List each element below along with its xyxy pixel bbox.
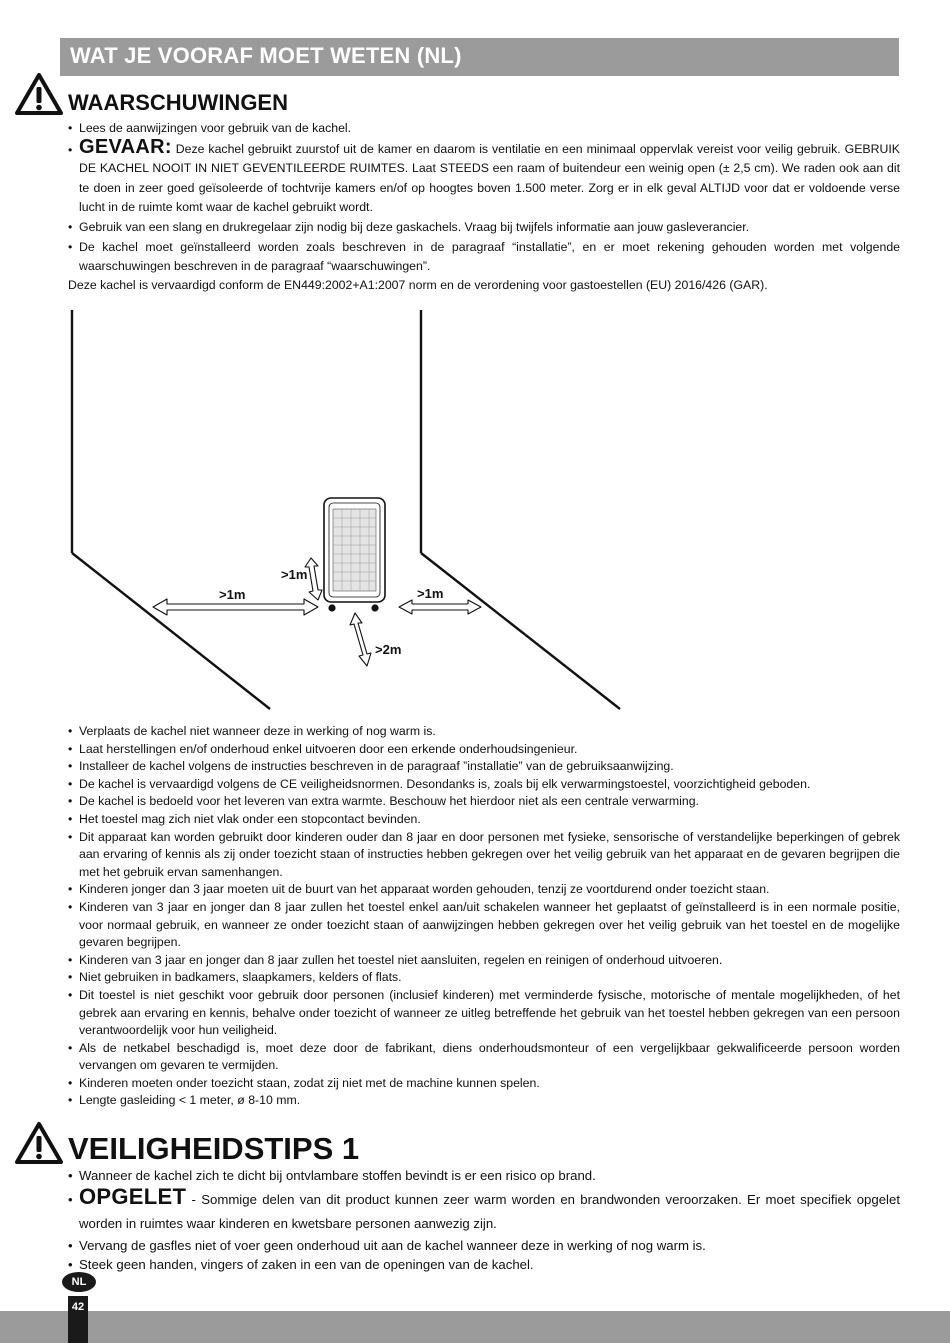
label-right-clearance: >1m bbox=[417, 586, 444, 601]
label-back-clearance: >1m bbox=[281, 567, 308, 582]
page-number: 42 bbox=[71, 1301, 85, 1313]
list-item: • De kachel moet geïnstalleerd worden zoals beschreven in de paragraaf “installatie”, en er moet rekening gehouden worden met volgende waarschuwingen beschreven in de paragraaf “waarschuwingen”. bbox=[68, 238, 900, 276]
list-item: • Lengte gasleiding < 1 meter, ø 8-10 mm. bbox=[68, 1092, 900, 1110]
floor-left-edge bbox=[72, 553, 270, 709]
section-title-safety-tips: VEILIGHEIDSTIPS 1 bbox=[68, 1131, 360, 1166]
list-item: • Kinderen moeten onder toezicht staan, zodat zij niet met de machine kunnen spelen. bbox=[68, 1075, 900, 1093]
heater-icon bbox=[324, 498, 385, 612]
list-item: • Laat herstellingen en/of onderhoud enkel uitvoeren door een erkende onderhoudsingenieur. bbox=[68, 741, 900, 759]
caution-label: OPGELET bbox=[79, 1184, 187, 1209]
list-item: • Vervang de gasfles niet of voer geen onderhoud uit aan de kachel wanneer deze in werking of nog warm is. bbox=[68, 1236, 900, 1255]
conformity-statement: Deze kachel is vervaardigd conform de EN449:2002+A1:2007 norm en de verordening voor gastoestellen (EU) 2016/426 (GAR). bbox=[68, 278, 768, 292]
list-item: • Kinderen jonger dan 3 jaar moeten uit de buurt van het apparaat worden gehouden, tenzij ze voortdurend onder toezicht staan. bbox=[68, 881, 900, 899]
warnings-list bbox=[68, 120, 900, 295]
list-item: • Dit apparaat kan worden gebruikt door kinderen ouder dan 8 jaar en door personen met fysieke, sensorische of verstandelijke beperkingen of gebrek aan ervaring of kennis als zij onder toezicht staan of instructies hebben gekregen over het veilig gebruik van het apparaat en de gevaren begrijpen die met het gebruik ervan samenhangen. bbox=[68, 829, 900, 882]
list-item: • Kinderen van 3 jaar en jonger dan 8 jaar zullen het toestel niet aansluiten, regelen en reinigen of onderhoud uitvoeren. bbox=[68, 952, 900, 970]
list-item: • Kinderen van 3 jaar en jonger dan 8 jaar zullen het toestel enkel aan/uit schakelen wanneer het geplaatst of geïnstalleerd is in een normale positie, voor normaal gebruik, en wanneer ze onder toezicht staan of aanwijzingen hebben gekregen over het veilig gebruik van het toestel en de mogelijke gevaren begrijpen. bbox=[68, 899, 900, 952]
page-number-box bbox=[68, 1296, 88, 1343]
list-item-caution: • OPGELET - Sommige delen van dit product kunnen zeer warm worden en brandwonden veroorzaken. Er moet specifiek opgelet worden in ruimtes waar kinderen en kwetsbare personen aanwezig zijn. bbox=[68, 1185, 900, 1236]
list-item-danger: • GEVAAR: Deze kachel gebruikt zuurstof uit de kamer en daarom is ventilatie en een minimaal oppervlak vereist voor veilig gebruik. GEBRUIK DE KACHEL NOOIT IN NIET GEVENTILEERDE RUIMTES. Laat STEEDS een raam of buitendeur een weinig open (± 2,5 cm). We raden ook aan dit te doen in zeer goed geïsoleerde of tochtvrije kamers en/of op hoogtes boven 1.500 meter. Zorg er in elk geval ALTIJD voor dat er voldoende verse lucht in de ruimte komt waar de kachel gebruikt wordt. bbox=[68, 138, 900, 218]
section-title-warnings: WAARSCHUWINGEN bbox=[68, 90, 288, 115]
list-item: • Verplaats de kachel niet wanneer deze in werking of nog warm is. bbox=[68, 723, 900, 741]
list-item: • De kachel is bedoeld voor het leveren van extra warmte. Beschouw het hierdoor niet als een centrale verwarming. bbox=[68, 793, 900, 811]
section-header-bar bbox=[60, 38, 899, 76]
list-item: • Installeer de kachel volgens de instructies beschreven in de paragraaf ”installatie” van de gebruiksaanwijzing. bbox=[68, 758, 900, 776]
arrow-back-clearance bbox=[305, 558, 322, 600]
list-item: • Steek geen handen, vingers of zaken in een van de openingen van de kachel. bbox=[68, 1255, 900, 1274]
warning-triangle-icon bbox=[14, 72, 64, 116]
list-item: • Als de netkabel beschadigd is, moet deze door de fabrikant, diens onderhoudsmonteur of een vergelijkbaar gekwalificeerde persoon worden vervangen om gevaren te vermijden. bbox=[68, 1040, 900, 1075]
list-item: • Niet gebruiken in badkamers, slaapkamers, kelders of flats. bbox=[68, 969, 900, 987]
list-item: • Wanneer de kachel zich te dicht bij ontvlambare stoffen bevindt is er een risico op brand. bbox=[68, 1166, 900, 1185]
footer-bar bbox=[0, 1311, 950, 1343]
list-item: • Dit toestel is niet geschikt voor gebruik door personen (inclusief kinderen) met verminderde fysische, motorische of mentale mogelijkheden, of het gebrek aan ervaring en kennis, behalve onder toezicht of wanneer ze uitleg betreffende het gebruik van het toestel hebben gekregen van een persoon verantwoordelijk voor hun veiligheid. bbox=[68, 987, 900, 1040]
list-item: • Het toestel mag zich niet vlak onder een stopcontact bevinden. bbox=[68, 811, 900, 829]
instructions-list bbox=[68, 723, 900, 1110]
page-title: WAT JE VOORAF MOET WETEN (NL) bbox=[70, 43, 462, 68]
warning-triangle-icon bbox=[14, 1121, 64, 1165]
list-item: • Gebruik van een slang en drukregelaar zijn nodig bij deze gaskachels. Vraag bij twijfels informatie aan jouw gasleverancier. bbox=[68, 219, 900, 237]
arrow-front-clearance bbox=[350, 613, 371, 666]
list-item: • Lees de aanwijzingen voor gebruik van de kachel. bbox=[68, 120, 900, 138]
language-badge: NL bbox=[62, 1272, 96, 1292]
arrow-right-clearance bbox=[399, 600, 481, 614]
label-front-clearance: >2m bbox=[375, 642, 402, 657]
danger-label: GEVAAR: bbox=[79, 135, 172, 158]
list-item: • De kachel is vervaardigd volgens de CE veiligheidsnormen. Desondanks is, zoals bij elk verwarmingstoestel, voorzichtigheid geboden. bbox=[68, 776, 900, 794]
floor-right-edge bbox=[421, 553, 620, 709]
safety-tips-list bbox=[68, 1166, 900, 1274]
clearance-diagram bbox=[60, 306, 630, 716]
label-left-clearance: >1m bbox=[219, 587, 246, 602]
